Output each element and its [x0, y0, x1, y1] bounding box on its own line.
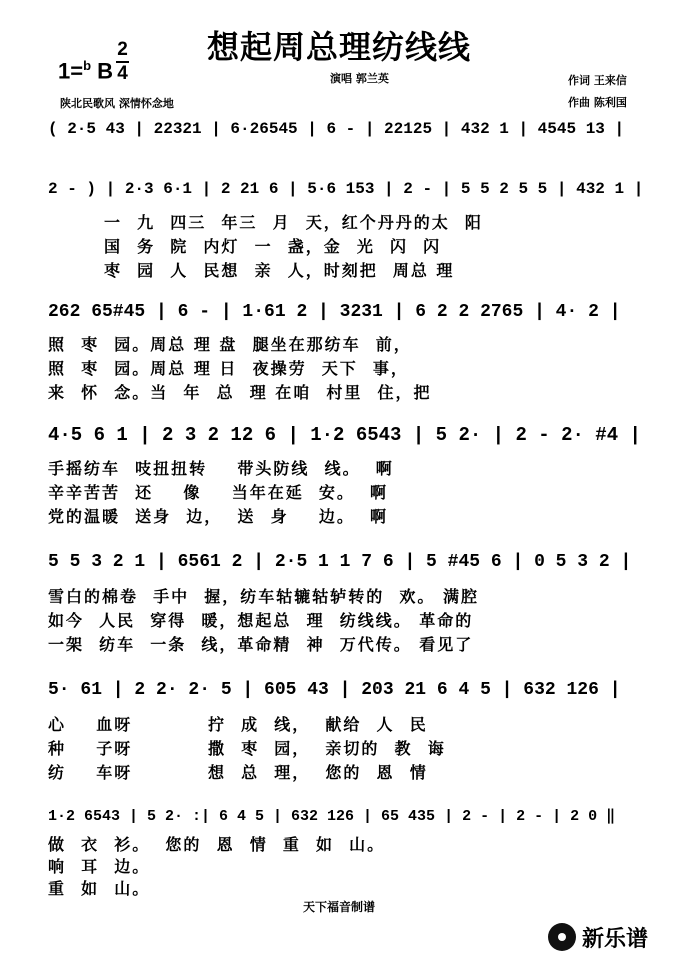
performer-credit: 演唱 郭兰英 — [330, 72, 389, 85]
staff-notes: 1·2 6543 | 5 2· :| 6 4 5 | 632 126 | 65 435 | 2 - | 2 - | 2 0 ‖ — [48, 808, 616, 825]
lyric-row-3-verse-1: 手摇纺车 吱扭扭转 带头防线 线。 啊 — [48, 459, 394, 478]
staff-line-4 — [48, 412, 644, 456]
lyric-row-6-verse-2: 响 耳 边。 — [48, 857, 151, 876]
transcriber-credit: 天下福音制谱 — [302, 900, 375, 914]
key-signature — [58, 58, 113, 84]
staff-line-1 — [48, 108, 644, 152]
staff-notes: 4·5 6 1 | 2 3 2 12 6 | 1·2 6543 | 5 2· | 2 - 2· #4 | — [48, 424, 641, 446]
composer-credit: 作曲 陈利国 — [568, 96, 627, 109]
time-signature-bottom: 4 — [117, 63, 128, 84]
lyric-row-4-verse-2: 如今 人民 穿得 暖，想起总 理 纺线线。 革命的 — [48, 611, 474, 630]
lyric-row-3-verse-3: 党的温暖 送身 边， 送 身 边。 啊 — [48, 507, 388, 526]
lyric-row-6-verse-3: 重 如 山。 — [48, 879, 151, 898]
staff-notes: 5· 61 | 2 2· 2· 5 | 605 43 | 203 21 6 4 5 | 632 126 | — [48, 680, 621, 700]
staff-notes: 5 5 3 2 1 | 6561 2 | 2·5 1 1 7 6 | 5 #45 6 | 0 5 3 2 | — [48, 552, 632, 572]
lyric-row-2-verse-1: 照 枣 园。周总 理 盘 腿坐在那纺车 前， — [48, 335, 412, 354]
time-signature-top: 2 — [117, 39, 128, 60]
staff-notes: ( 2·5 43 | 22321 | 6·26545 | 6 - | 22125 | 432 1 | 4545 13 | — [48, 120, 625, 138]
logo-text: 新乐谱 — [582, 926, 649, 952]
staff-line-5 — [48, 540, 644, 584]
lyric-row-4-verse-3: 一架 纺车 一条 线，革命精 神 万代传。 看见了 — [48, 635, 474, 654]
lyric-row-2-verse-3: 来 怀 念。当 年 总 理 在咱 村里 住，把 — [48, 383, 432, 402]
time-signature — [116, 40, 129, 84]
staff-notes: 2 - ) | 2·3 6·1 | 2 21 6 | 5·6 153 | 2 - | 5 5 2 5 5 | 432 1 | — [48, 180, 644, 198]
staff-line-6 — [48, 668, 644, 712]
lyricist-credit: 作词 王来信 — [568, 74, 627, 87]
lyric-row-5-verse-2: 种 子呀 撒 枣 园， 亲切的 教 诲 — [48, 739, 446, 758]
lyric-row-3-verse-2: 辛辛苦苦 还 像 当年在延 安。 啊 — [48, 483, 388, 502]
staff-notes: 262 65#45 | 6 - | 1·61 2 | 3231 | 6 2 2 2765 | 4· 2 | — [48, 302, 621, 322]
key-label: 1= — [58, 58, 84, 84]
lyric-row-6-verse-1: 做 衣 衫。 您的 恩 情 重 如 山。 — [48, 835, 386, 854]
song-title: 想起周总理纺线线 — [206, 28, 471, 66]
site-logo — [548, 920, 668, 954]
staff-line-2 — [48, 168, 644, 212]
lyric-row-4-verse-1: 雪白的棉卷 手中 握，纺车轱辘轱轳转的 欢。 满腔 — [48, 587, 479, 606]
flat-sign: b — [83, 58, 92, 73]
staff-line-3 — [48, 290, 644, 334]
key-note: B — [97, 58, 114, 84]
record-disc-icon — [548, 923, 576, 951]
lyric-row-5-verse-3: 纺 车呀 想 总 理， 您的 恩 情 — [48, 763, 428, 782]
lyric-row-2-verse-2: 照 枣 园。周总 理 日 夜操劳 天下 事， — [48, 359, 409, 378]
lyric-row-5-verse-1: 心 血呀 拧 成 线， 献给 人 民 — [48, 715, 428, 734]
lyric-row-1-verse-1: 一 九 四三 年三 月 天，红个丹丹的太 阳 — [104, 213, 483, 232]
performance-style-note: 陕北民歌风 深情怀念地 — [60, 97, 174, 110]
lyric-row-1-verse-3: 枣 园 人 民想 亲 人，时刻把 周总 理 — [104, 261, 455, 280]
lyric-row-1-verse-2: 国 务 院 内灯 一 盏，金 光 闪 闪 — [104, 237, 442, 256]
